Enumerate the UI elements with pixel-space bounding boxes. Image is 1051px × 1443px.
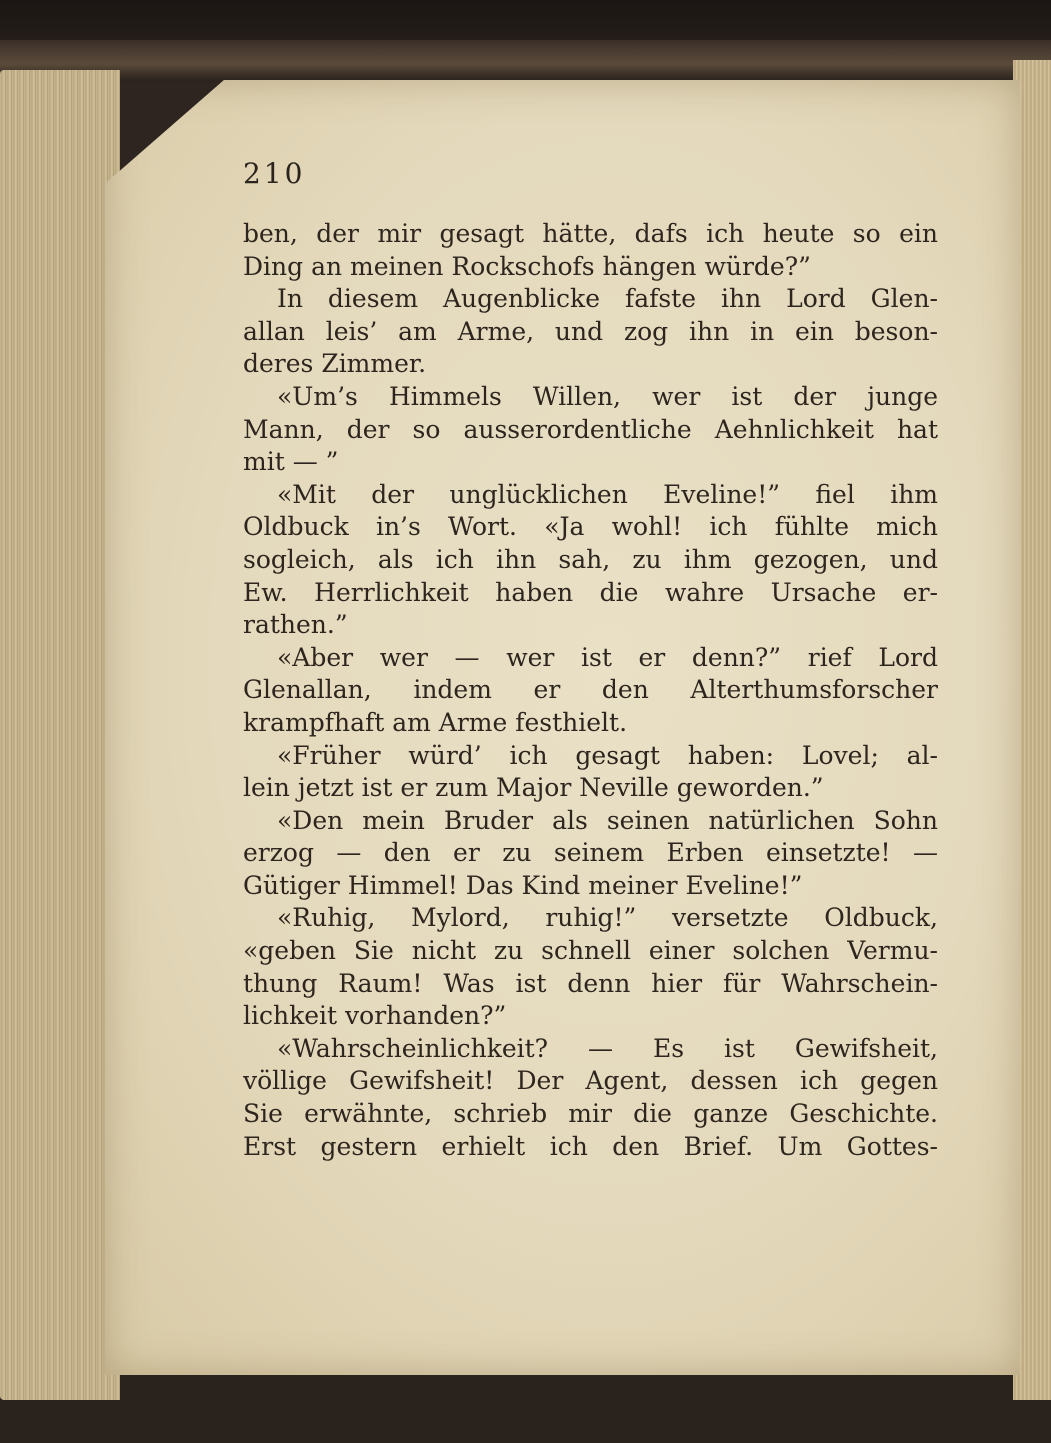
text-line: In diesem Augenblicke fafste ihn Lord Glen- <box>277 284 938 314</box>
text-line: «Wahrscheinlichkeit? — Es ist Gewifsheit, <box>277 1033 938 1063</box>
text-line: «Ruhig, Mylord, ruhig!” versetzte Oldbuck, <box>277 903 938 933</box>
text-line: Sie erwähnte, schrieb mir die ganze Geschichte. <box>243 1099 938 1129</box>
text-line: lein jetzt ist er zum Major Neville geworden.” <box>243 773 824 803</box>
text-line: «Mit der unglücklichen Eveline!” fiel ihm <box>277 479 938 509</box>
body-text <box>243 218 938 1163</box>
text-line: völlige Gewifsheit! Der Agent, dessen ich gegen <box>243 1066 938 1096</box>
text-line: deres Zimmer. <box>243 349 427 379</box>
text-line: rathen.” <box>243 610 348 640</box>
text-line: Gütiger Himmel! Das Kind meiner Eveline!” <box>243 870 803 900</box>
text-line: Glenallan, indem er den Alterthumsforscher <box>243 675 938 705</box>
text-line: «Um’s Himmels Willen, wer ist der junge <box>277 381 938 411</box>
text-line: Oldbuck in’s Wort. «Ja wohl! ich fühlte mich <box>243 512 938 542</box>
text-line: ben, der mir gesagt hätte, dafs ich heute so ein <box>243 219 938 248</box>
text-line: krampfhaft am Arme festhielt. <box>243 707 628 737</box>
text-line: Mann, der so ausserordentliche Aehnlichkeit hat <box>243 414 938 444</box>
text-line: thung Raum! Was ist denn hier für Wahrschein- <box>243 968 938 998</box>
text-line: erzog — den er zu seinem Erben einsetzte! — <box>243 838 938 868</box>
text-line: «geben Sie nicht zu schnell einer solchen Vermu- <box>243 936 938 966</box>
page-stack-left <box>0 70 120 1400</box>
text-line: allan leis’ am Arme, und zog ihn in ein beson- <box>243 316 938 346</box>
text-line: Ding an meinen Rockschofs hängen würde?” <box>243 251 811 281</box>
text-line: sogleich, als ich ihn sah, zu ihm gezogen, und <box>243 544 938 574</box>
text-line: «Den mein Bruder als seinen natürlichen Sohn <box>277 805 938 835</box>
book-top-shadow <box>0 40 1051 80</box>
text-line: Ew. Herrlichkeit haben die wahre Ursache er- <box>243 577 938 607</box>
text-line: mit — ” <box>243 447 339 477</box>
text-line: «Früher würd’ ich gesagt haben: Lovel; al- <box>277 740 938 770</box>
text-line: Erst gestern erhielt ich den Brief. Um Gottes- <box>243 1131 938 1161</box>
text-line: lichkeit vorhanden?” <box>243 1001 507 1031</box>
text-line: «Aber wer — wer ist er denn?” rief Lord <box>277 642 938 672</box>
page-number: 210 <box>243 157 306 190</box>
